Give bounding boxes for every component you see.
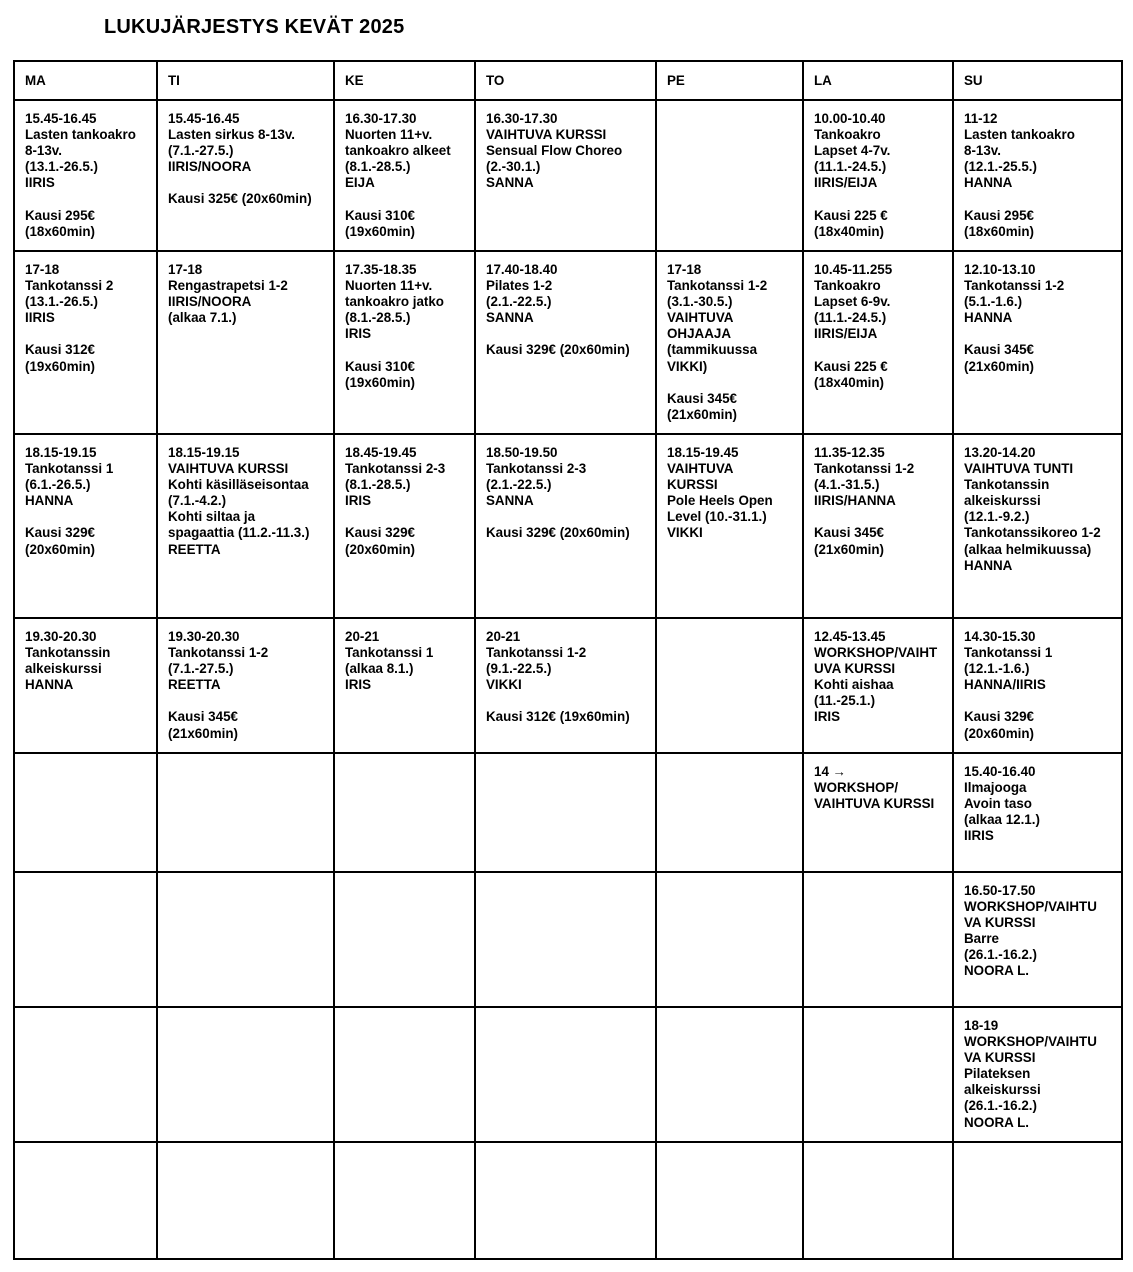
class-cell: 15.45-16.45 Lasten sirkus 8-13v. (7.1.-27.5.) IIRIS/NOORA Kausi 325€ (20x60min) [157, 100, 334, 251]
class-cell [157, 753, 334, 872]
class-cell: 18.50-19.50 Tankotanssi 2-3 (2.1.-22.5.) SANNA Kausi 329€ (20x60min) [475, 434, 656, 618]
class-cell: 15.45-16.45 Lasten tankoakro 8-13v. (13.1.-26.5.) IIRIS Kausi 295€ (18x60min) [14, 100, 157, 251]
day-header-row [14, 61, 1122, 100]
class-cell [656, 618, 803, 753]
schedule-row [14, 1007, 1122, 1142]
class-cell: 13.20-14.20 VAIHTUVA TUNTI Tankotanssin alkeiskurssi (12.1.-9.2.) Tankotanssikoreo 1-2 (alkaa helmikuussa) HANNA [953, 434, 1122, 618]
class-cell: 17.35-18.35 Nuorten 11+v. tankoakro jatko (8.1.-28.5.) IRIS Kausi 310€ (19x60min) [334, 251, 475, 434]
schedule-row [14, 1142, 1122, 1259]
class-cell [803, 1142, 953, 1259]
class-cell: 12.45-13.45 WORKSHOP/VAIHT UVA KURSSI Kohti aishaa (11.-25.1.) IRIS [803, 618, 953, 753]
class-cell [14, 1007, 157, 1142]
class-cell: 17-18 Tankotanssi 1-2 (3.1.-30.5.) VAIHTUVA OHJAAJA (tammikuussa VIKKI) Kausi 345€ (21x60min) [656, 251, 803, 434]
class-cell: 17-18 Tankotanssi 2 (13.1.-26.5.) IIRIS Kausi 312€ (19x60min) [14, 251, 157, 434]
class-cell [334, 753, 475, 872]
schedule-row [14, 434, 1122, 618]
day-header-la: LA [803, 61, 953, 100]
class-cell: 16.30-17.30 VAIHTUVA KURSSI Sensual Flow Choreo (2.-30.1.) SANNA [475, 100, 656, 251]
class-cell: 16.30-17.30 Nuorten 11+v. tankoakro alkeet (8.1.-28.5.) EIJA Kausi 310€ (19x60min) [334, 100, 475, 251]
class-cell: 18.15-19.15 VAIHTUVA KURSSI Kohti käsilläseisontaa (7.1.-4.2.) Kohti siltaa ja spagaattia (11.2.-11.3.) REETTA [157, 434, 334, 618]
class-cell: 14.30-15.30 Tankotanssi 1 (12.1.-1.6.) HANNA/IIRIS Kausi 329€ (20x60min) [953, 618, 1122, 753]
class-cell: 18.15-19.45 VAIHTUVA KURSSI Pole Heels Open Level (10.-31.1.) VIKKI [656, 434, 803, 618]
class-cell [656, 100, 803, 251]
class-cell [475, 1007, 656, 1142]
class-cell [656, 1007, 803, 1142]
class-cell: 20-21 Tankotanssi 1-2 (9.1.-22.5.) VIKKI Kausi 312€ (19x60min) [475, 618, 656, 753]
class-cell [803, 872, 953, 1007]
class-cell: 11-12 Lasten tankoakro 8-13v. (12.1.-25.5.) HANNA Kausi 295€ (18x60min) [953, 100, 1122, 251]
class-cell: 20-21 Tankotanssi 1 (alkaa 8.1.) IRIS [334, 618, 475, 753]
day-header-ti: TI [157, 61, 334, 100]
class-cell [475, 753, 656, 872]
class-cell [157, 1007, 334, 1142]
class-cell [334, 872, 475, 1007]
class-cell [656, 1142, 803, 1259]
class-cell: 11.35-12.35 Tankotanssi 1-2 (4.1.-31.5.) IIRIS/HANNA Kausi 345€ (21x60min) [803, 434, 953, 618]
day-header-ke: KE [334, 61, 475, 100]
class-cell: 12.10-13.10 Tankotanssi 1-2 (5.1.-1.6.) HANNA Kausi 345€ (21x60min) [953, 251, 1122, 434]
class-cell: 19.30-20.30 Tankotanssi 1-2 (7.1.-27.5.) REETTA Kausi 345€ (21x60min) [157, 618, 334, 753]
day-header-ma: MA [14, 61, 157, 100]
schedule-row [14, 618, 1122, 753]
class-cell: 17.40-18.40 Pilates 1-2 (2.1.-22.5.) SANNA Kausi 329€ (20x60min) [475, 251, 656, 434]
class-cell [656, 753, 803, 872]
class-cell [953, 1142, 1122, 1259]
schedule-row [14, 872, 1122, 1007]
class-cell: 19.30-20.30 Tankotanssin alkeiskurssi HANNA [14, 618, 157, 753]
schedule-row [14, 100, 1122, 251]
class-cell: 18-19 WORKSHOP/VAIHTU VA KURSSI Pilateksen alkeiskurssi (26.1.-16.2.) NOORA L. [953, 1007, 1122, 1142]
class-cell [656, 872, 803, 1007]
class-cell [334, 1142, 475, 1259]
schedule-row [14, 251, 1122, 434]
class-cell: 15.40-16.40 Ilmajooga Avoin taso (alkaa 12.1.) IIRIS [953, 753, 1122, 872]
day-header-su: SU [953, 61, 1122, 100]
class-cell [14, 753, 157, 872]
class-cell: 10.45-11.255 Tankoakro Lapset 6-9v. (11.1.-24.5.) IIRIS/EIJA Kausi 225 € (18x40min) [803, 251, 953, 434]
schedule-row [14, 753, 1122, 872]
class-cell [157, 872, 334, 1007]
class-cell [14, 1142, 157, 1259]
class-cell [334, 1007, 475, 1142]
class-cell [475, 1142, 656, 1259]
class-cell: 16.50-17.50 WORKSHOP/VAIHTU VA KURSSI Barre (26.1.-16.2.) NOORA L. [953, 872, 1122, 1007]
page-title: LUKUJÄRJESTYS KEVÄT 2025 [104, 16, 405, 38]
class-cell [14, 872, 157, 1007]
day-header-pe: PE [656, 61, 803, 100]
class-cell [157, 1142, 334, 1259]
class-cell [475, 872, 656, 1007]
class-cell: 14 → WORKSHOP/ VAIHTUVA KURSSI [803, 753, 953, 872]
class-cell: 10.00-10.40 Tankoakro Lapset 4-7v. (11.1.-24.5.) IIRIS/EIJA Kausi 225 € (18x40min) [803, 100, 953, 251]
class-cell [803, 1007, 953, 1142]
class-cell: 18.45-19.45 Tankotanssi 2-3 (8.1.-28.5.) IRIS Kausi 329€ (20x60min) [334, 434, 475, 618]
schedule-table [13, 60, 1123, 1260]
class-cell: 18.15-19.15 Tankotanssi 1 (6.1.-26.5.) HANNA Kausi 329€ (20x60min) [14, 434, 157, 618]
class-cell: 17-18 Rengastrapetsi 1-2 IIRIS/NOORA (alkaa 7.1.) [157, 251, 334, 434]
day-header-to: TO [475, 61, 656, 100]
